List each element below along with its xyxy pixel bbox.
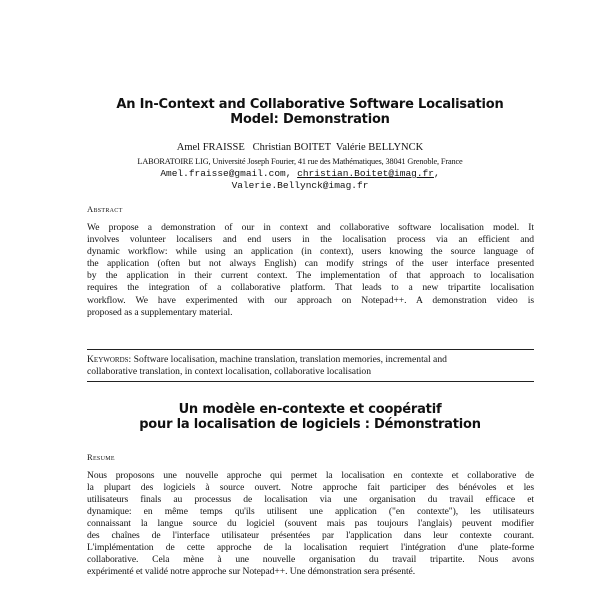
keywords-label: Keywords: <box>87 354 132 365</box>
keywords-block <box>87 354 534 378</box>
email-fraisse: Amel.fraisse@gmail.com, <box>160 168 298 179</box>
keywords-top-rule <box>87 349 534 350</box>
abstract-heading: Abstract <box>87 204 123 214</box>
resume-line: connaissant la langue source du logiciel (souvent mais pas toujours l'anglais) peuvent modifier <box>87 518 534 529</box>
affiliation: LABORATOIRE LIG, Université Joseph Fourier, 41 rue des Mathématiques, 38041 Grenoble, France <box>137 157 463 166</box>
abstract-line: requires the integration of a collaborative platform. That leads to a new tripartite localisation <box>87 282 534 294</box>
resume-line: Nous proposons une nouvelle approche qui permet la localisation en contexte et collaborative de <box>87 470 534 481</box>
abstract-line: We propose a demonstration of our in context and collaborative software localisation model. It <box>87 222 534 233</box>
emails-line-1 <box>60 168 540 180</box>
title-english-line-1: An In-Context and Collaborative Software Localisation <box>116 97 504 112</box>
title-english <box>60 97 560 127</box>
abstract-body <box>87 222 534 319</box>
resume-line: L'implémentation de cette approche de la localisation requiert l'intégration d'une plate-forme <box>87 542 534 553</box>
email-bellynck: Valerie.Bellynck@imag.fr <box>231 180 369 191</box>
email-boitet-link[interactable]: christian.Boitet@imag.fr <box>297 168 434 179</box>
abstract-line: proposed as a supplementary material. <box>87 306 233 318</box>
abstract-line: by the application in their current context. The implementation of that approach to localisation <box>87 270 534 282</box>
resume-heading: Resume <box>87 452 115 462</box>
authors: Amel FRAISSE Christian BOITET Valérie BELLYNCK <box>176 142 424 153</box>
resume-body <box>87 470 534 578</box>
author-emails <box>60 168 540 192</box>
title-french <box>60 402 560 432</box>
email-separator: , <box>433 168 440 179</box>
abstract-line: the application (often but not always English) can modify strings of the user interface presented <box>87 258 534 270</box>
abstract-line: dynamic workflow: while using an application (in context), users knowing the source language of <box>87 246 534 258</box>
resume-line: la plupart des logiciels à source ouvert. Notre approche fait participer des bénévoles et les <box>87 482 534 493</box>
resume-line: collaborative. Cela mène à une nouvelle organisation du travail tripartite. Nous avons <box>87 554 534 565</box>
abstract-line: workflow. We have experimented with our approach on Notepad++. A demonstration video is <box>87 294 534 306</box>
keywords-bottom-rule <box>87 381 534 382</box>
resume-line: des chaînes de l'interface utilisateur présentées par l'application dans leur contexte courant. <box>87 530 534 541</box>
title-french-line-2: pour la localisation de logiciels : Démonstration <box>139 417 481 432</box>
abstract-line: involves volunteer localisers and end users in the localisation process via an efficient and <box>87 234 534 246</box>
resume-line: dynamique: en même temps qu'ils utilisent une application ("en contexte"), les utilisateurs <box>87 506 534 517</box>
title-french-line-1: Un modèle en-contexte et coopératif <box>178 402 442 417</box>
resume-line: expérimenté et validé notre approche sur Notepad++. Une démonstration sera présenté. <box>87 566 416 577</box>
title-english-line-2: Model: Demonstration <box>230 112 390 127</box>
resume-line: utilisateurs finals au processus de localisation via une organisation du travail efficace et <box>87 494 534 505</box>
keywords-text-1: Software localisation, machine translation, translation memories, incremental and <box>131 354 447 365</box>
keywords-line-2: collaborative translation, in context localisation, collaborative localisation <box>87 366 371 378</box>
keywords-line-1 <box>87 354 534 366</box>
